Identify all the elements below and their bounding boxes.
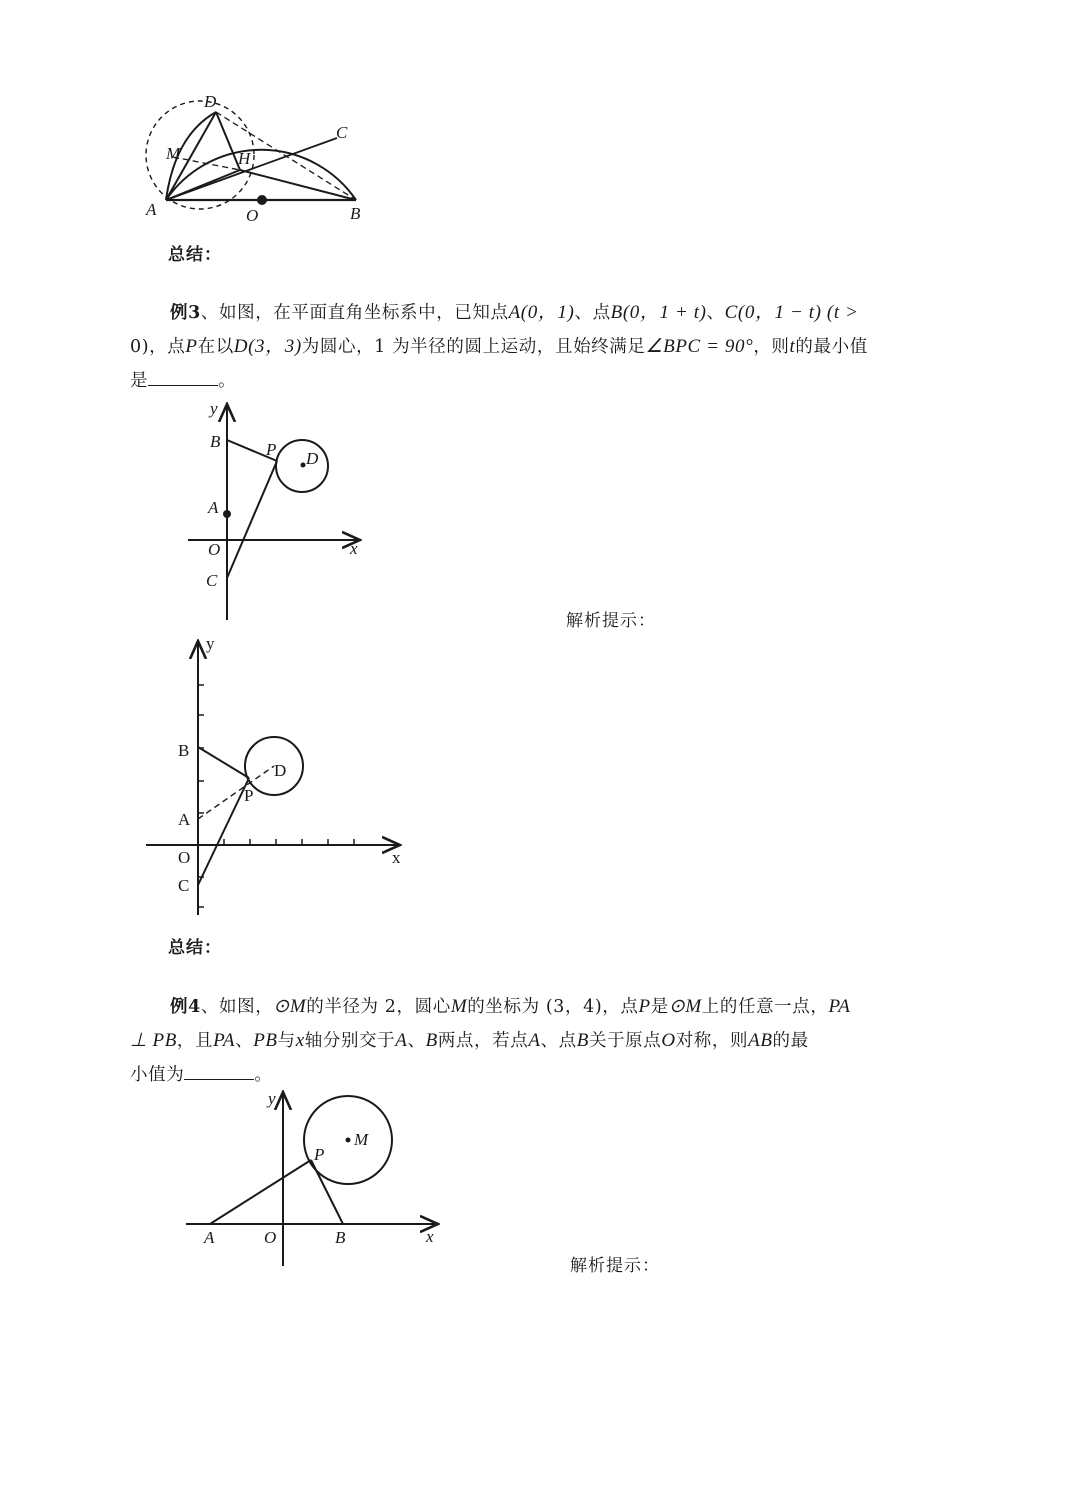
label-p: P xyxy=(244,786,254,805)
example4-label: 例 xyxy=(170,997,189,1017)
line-pc xyxy=(227,461,277,578)
hint-label-3: 解析提示： xyxy=(566,611,656,631)
label-m: M xyxy=(166,144,181,163)
label-a: A xyxy=(146,200,157,219)
figure-example3 xyxy=(180,398,380,623)
label-o: O xyxy=(178,848,191,867)
label-o: O xyxy=(246,206,259,225)
label-x: x xyxy=(350,539,358,558)
example4-line3: 小值为 。 xyxy=(130,1058,850,1092)
example4-text xyxy=(130,990,850,1092)
label-b: B xyxy=(178,741,190,760)
answer-blank-3[interactable] xyxy=(148,367,218,386)
label-a: A xyxy=(208,498,219,517)
label-o: O xyxy=(264,1228,277,1247)
example4-number: 4 xyxy=(188,997,201,1017)
label-c: C xyxy=(206,571,218,590)
line-dh xyxy=(216,112,240,170)
figure-semicircle xyxy=(130,85,380,235)
hint-label-4: 解析提示： xyxy=(570,1256,660,1276)
label-d: D xyxy=(274,761,287,780)
answer-blank-4[interactable] xyxy=(184,1061,254,1080)
figure-example4 xyxy=(180,1088,450,1273)
point-a-dot xyxy=(223,510,231,518)
label-a: A xyxy=(204,1228,215,1247)
line-pa xyxy=(210,1160,311,1224)
example4-line1: 例4、如图，⊙M的半径为 2，圆心M的坐标为 (3，4)，点P是⊙M上的任意一点，PA xyxy=(170,996,851,1017)
example3-number: 3 xyxy=(188,303,201,323)
center-d-dot xyxy=(301,463,306,468)
label-y: y xyxy=(210,399,218,418)
line-ac xyxy=(166,138,337,200)
label-c: C xyxy=(336,123,348,142)
label-x: x xyxy=(426,1227,434,1246)
label-h: H xyxy=(238,149,251,168)
line-bp xyxy=(198,747,249,778)
label-p: P xyxy=(266,440,277,459)
label-b: B xyxy=(210,432,221,451)
example3-line2: 0)，点P在以D(3，3)为圆心，1 为半径的圆上运动，且始终满足∠BPC = 90°，则t的最小值 xyxy=(130,336,868,357)
label-c: C xyxy=(178,876,190,895)
label-o: O xyxy=(208,540,221,559)
center-o-dot xyxy=(257,195,267,205)
example3-line3: 是 。 xyxy=(130,364,868,398)
label-y: y xyxy=(206,634,215,653)
summary-label-1: 总结： xyxy=(168,245,222,265)
example3-line1: 例3、如图，在平面直角坐标系中，已知点A(0，1)、点B(0，1 + t)、C(0，1 − t) (t > xyxy=(170,302,859,323)
example3-label: 例 xyxy=(170,303,189,323)
example3-text xyxy=(130,296,868,398)
label-d: D xyxy=(306,449,319,468)
figure-solution3 xyxy=(140,635,410,920)
label-a: A xyxy=(178,810,191,829)
label-d: D xyxy=(204,92,217,111)
example4-line2: ⊥ PB，且PA、PB与x轴分别交于A、B两点，若点A、点B关于原点O对称，则AB的最 xyxy=(130,1030,809,1051)
label-b: B xyxy=(335,1228,346,1247)
line-pc xyxy=(198,778,249,885)
line-hb xyxy=(240,170,356,200)
summary-label-2: 总结： xyxy=(168,938,222,958)
label-m: M xyxy=(354,1130,369,1149)
line-pb xyxy=(311,1160,343,1224)
label-x: x xyxy=(392,848,401,867)
dashed-db xyxy=(216,112,356,200)
label-y: y xyxy=(268,1089,276,1108)
label-p: P xyxy=(314,1145,325,1164)
label-b: B xyxy=(350,204,361,223)
center-m-dot xyxy=(346,1138,351,1143)
